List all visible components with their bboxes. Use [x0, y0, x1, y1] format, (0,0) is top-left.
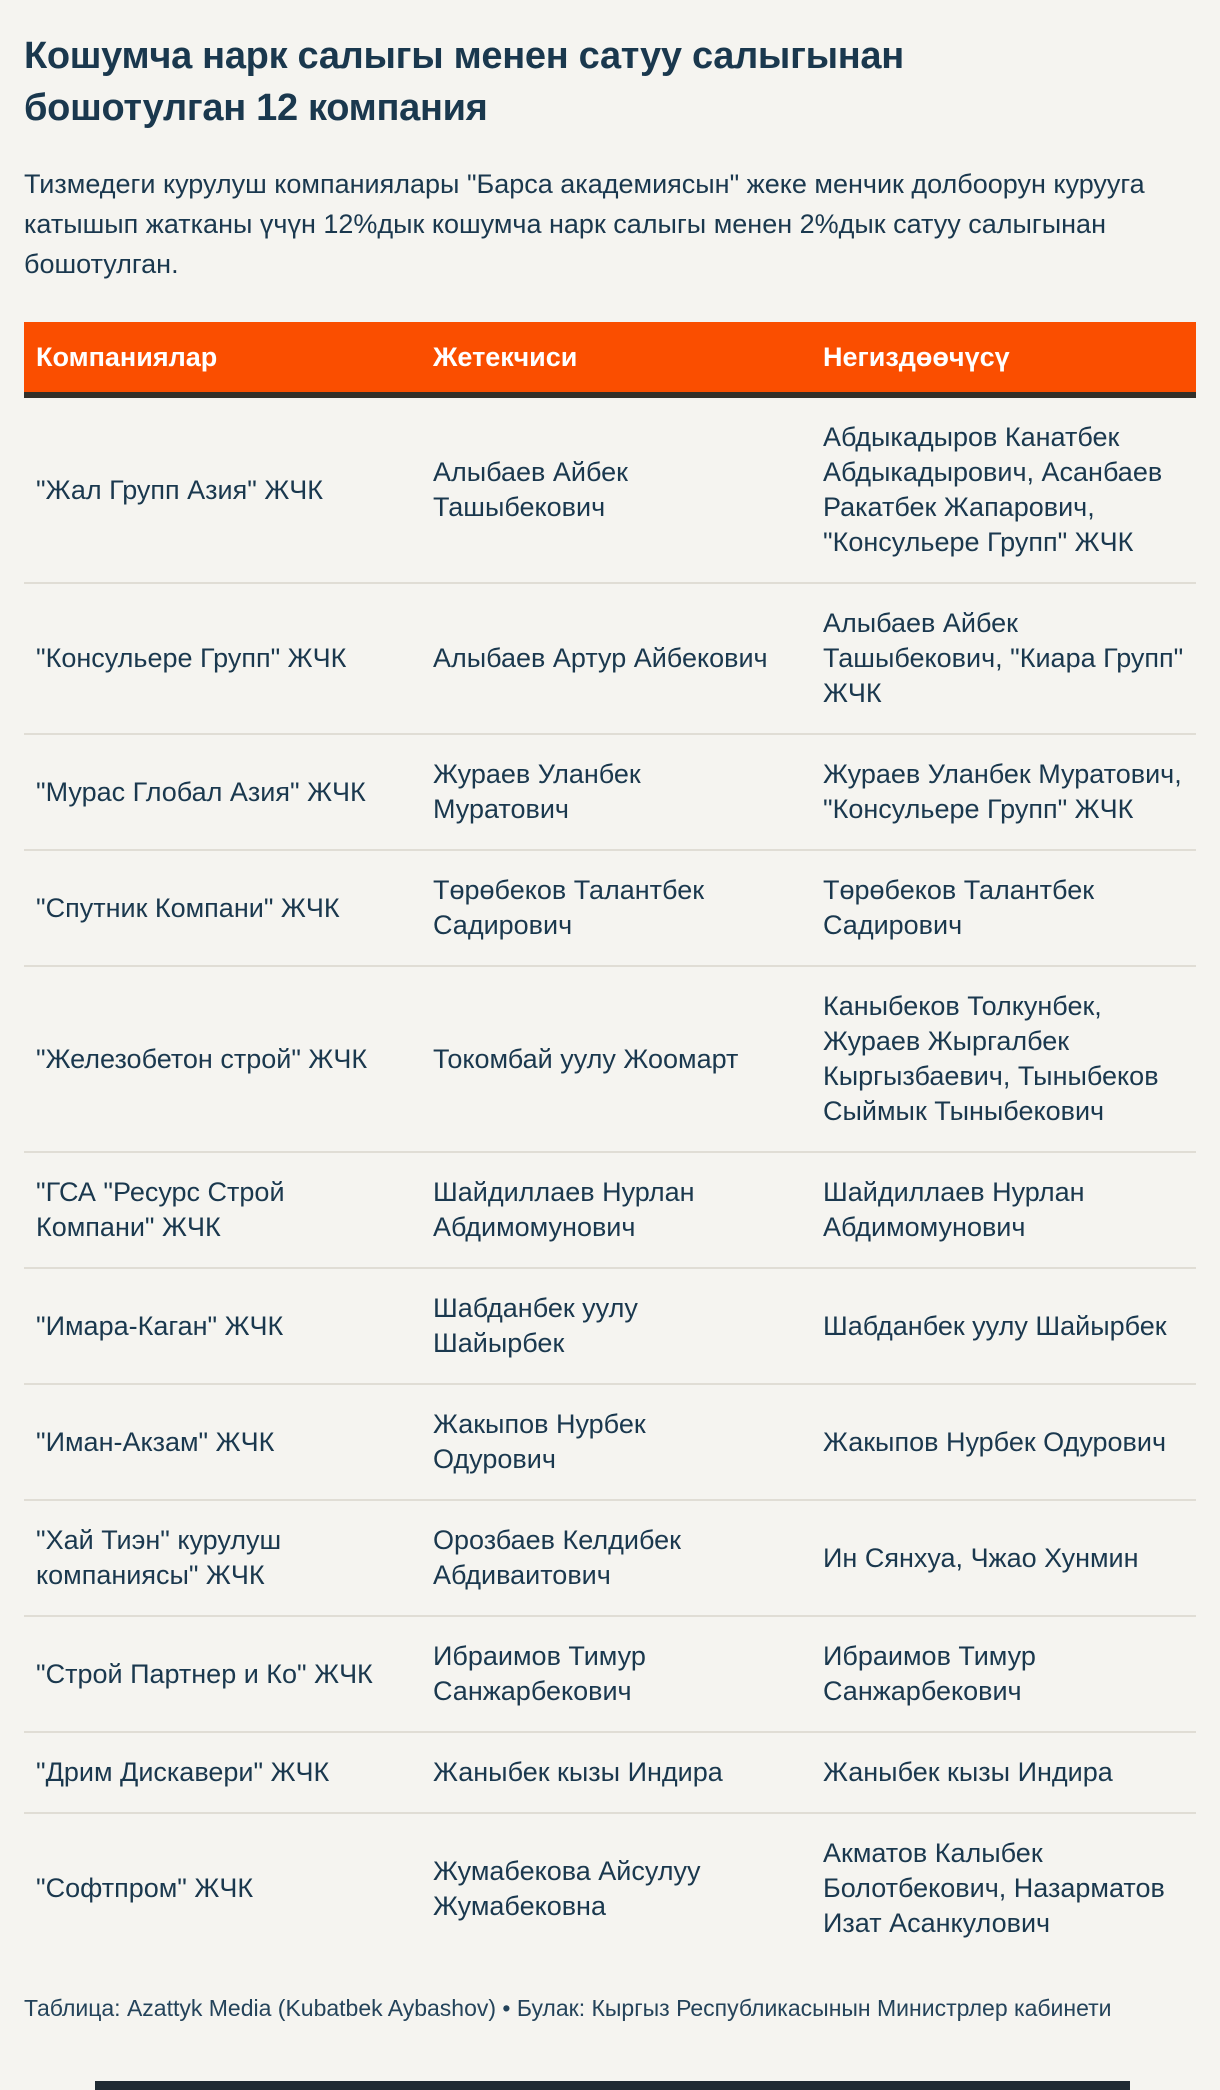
table-cell: Төрөбеков Талантбек Садирович — [433, 875, 705, 940]
table-cell: Ин Сянхуа, Чжао Хунмин — [823, 1542, 1139, 1573]
table-row — [24, 1499, 1196, 1615]
table-cell: Төрөбеков Талантбек Садирович — [823, 875, 1095, 940]
table-row — [24, 1731, 1196, 1812]
companies-table — [24, 322, 1196, 1963]
table-cell: Шайдиллаев Нурлан Абдимомунович — [823, 1177, 1085, 1242]
table-cell: Акматов Калыбек Болотбекович, Назарматов Изат Асанкулович — [823, 1838, 1165, 1938]
table-cell: Жакыпов Нурбек Одурович — [433, 1409, 646, 1474]
table-cell: Шабданбек уулу Шайырбек — [433, 1293, 638, 1358]
table-row — [24, 1151, 1196, 1267]
table-row — [24, 1615, 1196, 1731]
table-cell: Жумабекова Айсулуу Жумабековна — [433, 1855, 701, 1921]
column-header-companies: Компаниялар — [36, 341, 218, 372]
table-cell: Каныбеков Толкунбек, Жураев Жыргалбек Кыргызбаевич, Тыныбеков Сыймык Тыныбекович — [823, 991, 1159, 1126]
table-cell: "Дрим Дискавери" ЖЧК — [36, 1757, 330, 1787]
table-cell: "Хай Тиэн" курулуш компаниясы" ЖЧК — [36, 1525, 282, 1590]
table-row — [24, 1812, 1196, 1963]
table-cell: Жаныбек кызы Индира — [433, 1757, 723, 1787]
table-cell: Жураев Уланбек Муратович, "Консульере Групп" ЖЧК — [823, 759, 1182, 824]
table-cell: Жаныбек кызы Индира — [823, 1757, 1113, 1787]
table-row — [24, 582, 1196, 733]
table-cell: Жакыпов Нурбек Одурович — [823, 1426, 1167, 1457]
table-cell: Ибраимов Тимур Санжарбекович — [823, 1641, 1036, 1706]
table-cell: Алыбаев Артур Айбекович — [433, 643, 768, 673]
table-row — [24, 1267, 1196, 1383]
table-cell: "Спутник Компани" ЖЧК — [36, 892, 340, 923]
table-cell: "Иман-Акзам" ЖЧК — [36, 1426, 275, 1457]
table-row — [24, 1383, 1196, 1499]
table-cell: Алыбаев Айбек Ташыбекович, "Киара Групп" ЖЧК — [823, 608, 1184, 708]
bottom-edge-bar — [95, 2081, 1130, 2090]
table-attribution: Таблица: Azattyk Media (Kubatbek Aybashov) • Булак: Кыргыз Республикасынын Министрлер кабинети — [24, 1995, 1112, 2021]
table-cell: Абдыкадыров Канатбек Абдыкадырович, Асанбаев Ракатбек Жапарович, "Консульере Групп" ЖЧК — [823, 422, 1163, 557]
table-cell: "Мурас Глобал Азия" ЖЧК — [36, 776, 366, 807]
column-header-director: Жетекчиси — [433, 341, 578, 372]
table-row — [24, 733, 1196, 849]
table-row — [24, 849, 1196, 965]
table-cell: "Имара-Каган" ЖЧК — [36, 1310, 284, 1341]
table-cell: Ибраимов Тимур Санжарбекович — [433, 1641, 646, 1706]
page-subtitle: Тизмедеги курулуш компаниялары "Барса академиясын" жеке менчик долбоорун курууга катышып жатканы үчүн 12%дык кошумча нарк салыгы менен 2%дык сатуу салыгынан бошотулган. — [24, 169, 1145, 279]
table-cell: Алыбаев Айбек Ташыбекович — [433, 457, 628, 522]
table-body — [24, 398, 1196, 1963]
table-cell: "Строй Партнер и Ко" ЖЧК — [36, 1658, 373, 1689]
table-cell: "Консульере Групп" ЖЧК — [36, 643, 347, 673]
column-header-founder: Негиздөөчүсү — [823, 341, 1010, 372]
table-cell: Орозбаев Келдибек Абдиваитович — [433, 1525, 681, 1590]
table-cell: Жураев Уланбек Муратович — [433, 759, 641, 824]
table-cell: Шайдиллаев Нурлан Абдимомунович — [433, 1177, 695, 1242]
table-cell: "Софтпром" ЖЧК — [36, 1873, 254, 1903]
table-cell: Токомбай уулу Жоомарт — [433, 1043, 739, 1074]
table-cell: Шабданбек уулу Шайырбек — [823, 1310, 1167, 1341]
table-cell: "ГСА "Ресурс Строй Компани" ЖЧК — [36, 1177, 285, 1242]
table-header-row — [24, 322, 1196, 398]
page-title: Кошумча нарк салыгы менен сатуу салыгынан бошотулган 12 компания — [24, 35, 904, 129]
table-cell: "Жал Групп Азия" ЖЧК — [36, 474, 323, 505]
table-row — [24, 398, 1196, 582]
page — [0, 30, 1220, 2024]
table-row — [24, 965, 1196, 1151]
table-cell: "Железобетон строй" ЖЧК — [36, 1043, 368, 1074]
